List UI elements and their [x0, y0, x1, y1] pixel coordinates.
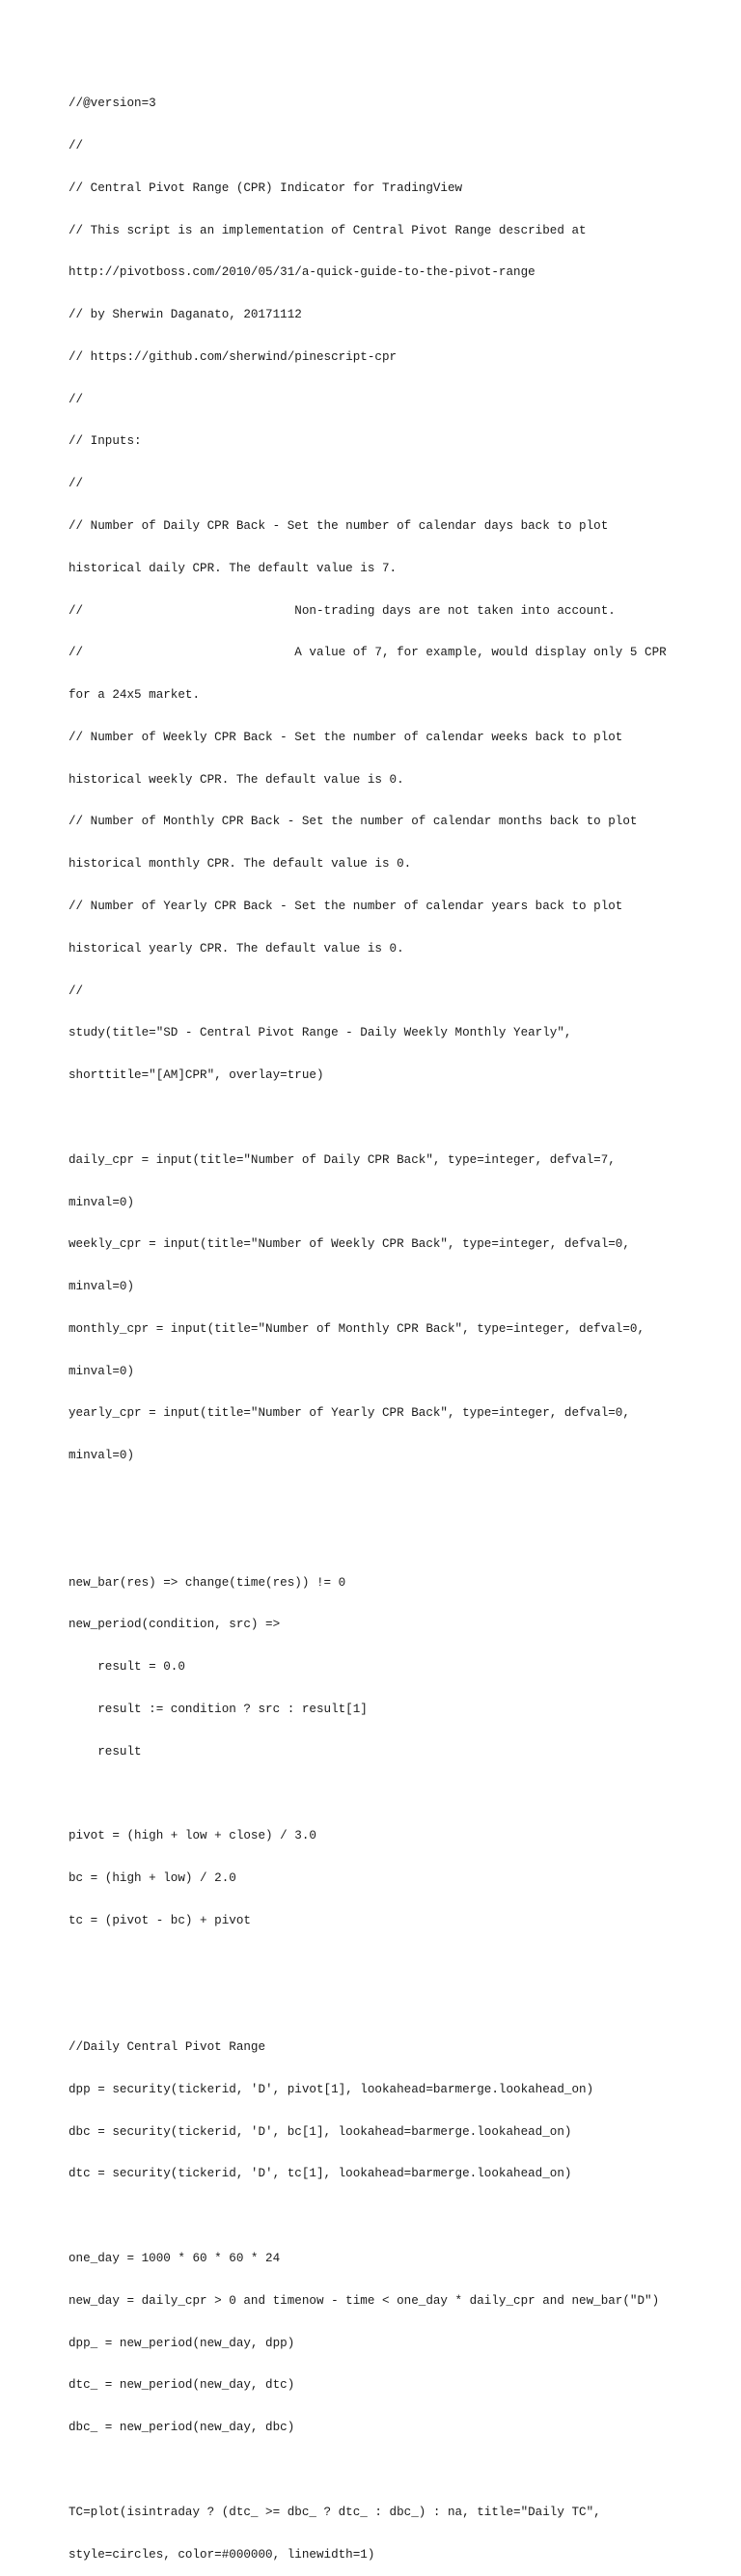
code-line: // by Sherwin Daganato, 20171112 — [69, 308, 302, 322]
code-line: monthly_cpr = input(title="Number of Monthly CPR Back", type=integer, defval=0, — [69, 1321, 645, 1336]
code-line: dtc_ = new_period(new_day, dtc) — [69, 2378, 295, 2393]
code-line: minval=0) — [69, 1449, 135, 1463]
code-line — [69, 2209, 725, 2224]
code-line: // A value of 7, for example, would display only 5 CPR — [69, 646, 667, 660]
code-line: dpp = security(tickerid, 'D', pivot[1], lookahead=barmerge.lookahead_on) — [69, 2082, 594, 2096]
code-line: weekly_cpr = input(title="Number of Weekly CPR Back", type=integer, defval=0, — [69, 1237, 630, 1252]
code-line: minval=0) — [69, 1364, 135, 1378]
code-line: style=circles, color=#000000, linewidth=1) — [69, 2547, 375, 2562]
code-line: // Number of Daily CPR Back - Set the number of calendar days back to plot — [69, 519, 609, 533]
code-line: // — [69, 392, 84, 406]
code-line: TC=plot(isintraday ? (dtc_ >= dbc_ ? dtc_ : dbc_) : na, title="Daily TC", — [69, 2505, 601, 2519]
code-line: historical weekly CPR. The default value is 0. — [69, 772, 404, 787]
code-line: dbc_ = new_period(new_day, dbc) — [69, 2421, 295, 2435]
code-line: // Number of Yearly CPR Back - Set the number of calendar years back to plot — [69, 900, 623, 914]
code-line: // Inputs: — [69, 434, 142, 449]
code-line: for a 24x5 market. — [69, 688, 201, 703]
code-line: // This script is an implementation of Central Pivot Range described at — [69, 223, 587, 237]
code-line: http://pivotboss.com/2010/05/31/a-quick-guide-to-the-pivot-range — [69, 265, 535, 280]
code-line: tc = (pivot - bc) + pivot — [69, 1913, 251, 1927]
code-line: shorttitle="[AM]CPR", overlay=true) — [69, 1068, 324, 1083]
code-line: historical daily CPR. The default value is 7. — [69, 561, 398, 575]
code-document — [69, 69, 725, 2576]
code-line: dtc = security(tickerid, 'D', tc[1], lookahead=barmerge.lookahead_on) — [69, 2167, 572, 2181]
code-line: dpp_ = new_period(new_day, dpp) — [69, 2336, 295, 2350]
code-line — [69, 1491, 725, 1506]
code-line — [69, 2463, 725, 2478]
code-line: result — [69, 1744, 142, 1759]
code-line — [69, 1956, 725, 1971]
code-line: dbc = security(tickerid, 'D', bc[1], lookahead=barmerge.lookahead_on) — [69, 2124, 572, 2139]
code-line: // — [69, 138, 84, 152]
code-line: daily_cpr = input(title="Number of Daily CPR Back", type=integer, defval=7, — [69, 1152, 616, 1167]
code-line: // Non-trading days are not taken into account. — [69, 603, 616, 618]
code-line: historical monthly CPR. The default value is 0. — [69, 857, 412, 872]
code-line: minval=0) — [69, 1195, 135, 1209]
code-line: pivot = (high + low + close) / 3.0 — [69, 1829, 316, 1843]
code-line: // — [69, 477, 84, 491]
code-line: new_day = daily_cpr > 0 and timenow - time < one_day * daily_cpr and new_bar("D") — [69, 2293, 660, 2308]
code-line: study(title="SD - Central Pivot Range - Daily Weekly Monthly Yearly", — [69, 1026, 572, 1040]
code-line: result = 0.0 — [69, 1660, 185, 1675]
code-line: //Daily Central Pivot Range — [69, 2040, 266, 2055]
code-line — [69, 1998, 725, 2012]
code-line: // Number of Monthly CPR Back - Set the number of calendar months back to plot — [69, 815, 638, 829]
code-line: bc = (high + low) / 2.0 — [69, 1871, 236, 1885]
code-line: // — [69, 983, 84, 998]
code-line: //@version=3 — [69, 97, 156, 111]
code-line: minval=0) — [69, 1280, 135, 1294]
code-line: result := condition ? src : result[1] — [69, 1702, 368, 1716]
code-line — [69, 1787, 725, 1801]
code-line: one_day = 1000 * 60 * 60 * 24 — [69, 2252, 281, 2266]
code-line — [69, 1111, 725, 1125]
code-line: // Central Pivot Range (CPR) Indicator for TradingView — [69, 180, 463, 195]
code-line: // https://github.com/sherwind/pinescript-cpr — [69, 349, 398, 364]
code-line: new_bar(res) => change(time(res)) != 0 — [69, 1575, 346, 1590]
code-line: // Number of Weekly CPR Back - Set the number of calendar weeks back to plot — [69, 730, 623, 744]
code-line: historical yearly CPR. The default value is 0. — [69, 941, 404, 956]
code-line: yearly_cpr = input(title="Number of Yearly CPR Back", type=integer, defval=0, — [69, 1406, 630, 1421]
code-line: new_period(condition, src) => — [69, 1618, 281, 1632]
code-line — [69, 1534, 725, 1548]
